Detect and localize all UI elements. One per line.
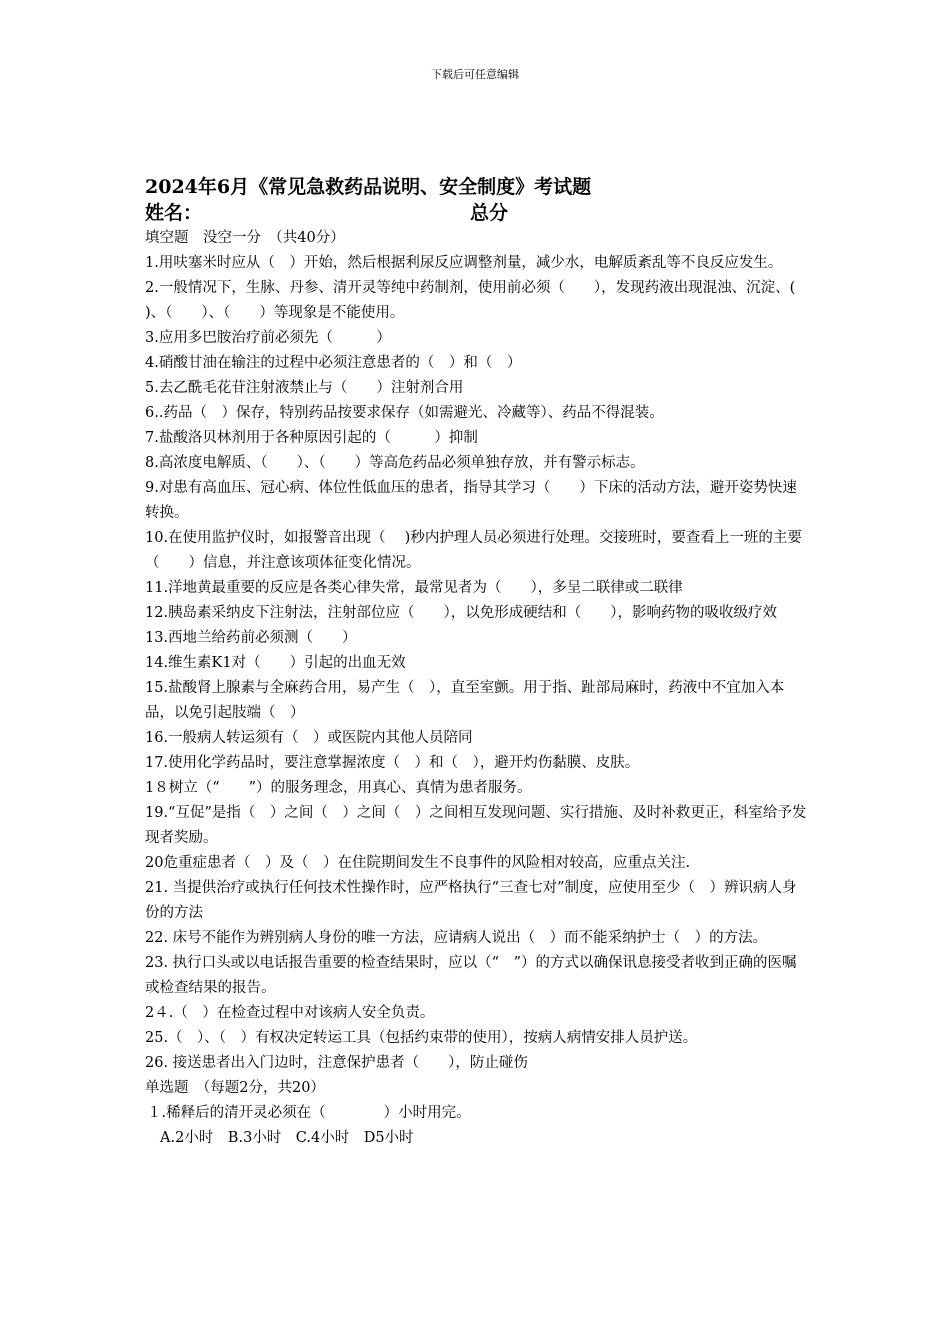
question-item: 6..药品（ ）保存，特别药品按要求保存（如需避光、冷藏等）、药品不得混装。 bbox=[145, 405, 664, 421]
score-label: 总分 bbox=[470, 202, 509, 224]
question-item: 22. 床号不能作为辨别病人身份的唯一方法，应请病人说出（ ）而不能采纳护士（ ）的方法。 bbox=[145, 930, 768, 946]
question-item: 16.一般病人转运须有（ ）或医院内其他人员陪同 bbox=[145, 730, 473, 746]
question-item: 26. 接送患者出入门边时，注意保护患者（ ），防止碰伤 bbox=[145, 1055, 528, 1071]
exam-title: 2024年6月《常见急救药品说明、安全制度》考试题 bbox=[145, 176, 592, 198]
question-item: 2.一般情况下，生脉、丹参、清开灵等纯中药制剂，使用前必须（ ），发现药液出现混浊、沉淀、( )、（ ）、（ ）等现象是不能使用。 bbox=[145, 280, 815, 321]
question-item: 15.盐酸肾上腺素与全麻药合用，易产生（ ），直至室颤。用于指、趾部局麻时，药液中不宜加入本品，以免引起肢端（ ） bbox=[145, 680, 785, 721]
question-item: 1８树立（“ ”）的服务理念，用真心、真情为患者服务。 bbox=[145, 780, 532, 796]
question-item: 3.应用多巴胺治疗前必须先（ ） bbox=[145, 330, 391, 346]
question-item: 25.（ ）、（ ）有权决定转运工具（包括约束带的使用），按病人病情安排人员护送。 bbox=[145, 1030, 698, 1046]
question-item: 9.对患有高血压、冠心病、体位性低血压的患者，指导其学习（ ）下床的活动方法，避开姿势快速转换。 bbox=[145, 480, 797, 521]
question-item: 14.维生素K1对（ ）引起的出血无效 bbox=[145, 655, 406, 671]
question-item: 20危重症患者（ ）及（ ）在住院期间发生不良事件的风险相对较高，应重点关注. bbox=[145, 855, 691, 871]
question-item: 5.去乙酰毛花苷注射液禁止与（ ）注射剂合用 bbox=[145, 380, 464, 396]
header-note: 下载后可任意编辑 bbox=[431, 68, 519, 81]
mcq-question: １.稀释后的清开灵必须在（ ）小时用完。 bbox=[147, 1105, 471, 1121]
question-item: 8.高浓度电解质、（ ）、（ ）等高危药品必须单独存放，并有警示标志。 bbox=[145, 455, 645, 471]
name-label: 姓名： bbox=[145, 202, 203, 224]
name-score-row bbox=[145, 200, 810, 226]
question-item: 7.盐酸洛贝林剂用于各种原因引起的（ ）抑制 bbox=[145, 430, 478, 446]
mcq-options: A.2小时 B.3小时 C.4小时 D5小时 bbox=[160, 1130, 414, 1146]
exam-content bbox=[145, 174, 815, 1151]
section-fill-in-heading: 填空题 没空一分 （共40分） bbox=[145, 230, 345, 246]
section-single-choice-heading: 单选题 （每题2分，共20） bbox=[145, 1080, 325, 1096]
fill-in-question-list bbox=[145, 251, 815, 1076]
question-item: 10.在使用监护仪时，如报警音出现（ )秒内护理人员必须进行处理。交接班时，要查看上一班的主要（ ）信息，并注意该项体征变化情况。 bbox=[145, 530, 802, 571]
question-item: 2４.（ ）在检查过程中对该病人安全负责。 bbox=[145, 1005, 435, 1021]
question-item: 23. 执行口头或以电话报告重要的检查结果时，应以（“ ”）的方式以确保讯息接受者收到正确的医嘱或检查结果的报告。 bbox=[145, 955, 797, 996]
question-item: 4.硝酸甘油在输注的过程中必须注意患者的（ ）和（ ） bbox=[145, 355, 522, 371]
question-item: 19.“互促”是指（ ）之间（ ）之间（ ）之间相互发现问题、实行措施、及时补救更正，科室给予发现者奖励。 bbox=[145, 805, 807, 846]
question-item: 1.用呋塞米时应从（ ）开始，然后根据利尿反应调整剂量，减少水，电解质紊乱等不良反应发生。 bbox=[145, 255, 783, 271]
question-item: 11.洋地黄最重要的反应是各类心律失常，最常见者为（ ），多呈二联律或二联律 bbox=[145, 580, 683, 596]
question-item: 13.西地兰给药前必须测（ ） bbox=[145, 630, 357, 646]
question-item: 12.胰岛素采纳皮下注射法，注射部位应（ ），以免形成硬结和（ ），影响药物的吸收级疗效 bbox=[145, 605, 778, 621]
question-item: 17.使用化学药品时，要注意掌握浓度（ ）和（ ），避开灼伤黏膜、皮肤。 bbox=[145, 755, 640, 771]
question-item: 21. 当提供治疗或执行任何技术性操作时，应严格执行“三查七对”制度，应使用至少（ ）辨识病人身份的方法 bbox=[145, 880, 797, 921]
